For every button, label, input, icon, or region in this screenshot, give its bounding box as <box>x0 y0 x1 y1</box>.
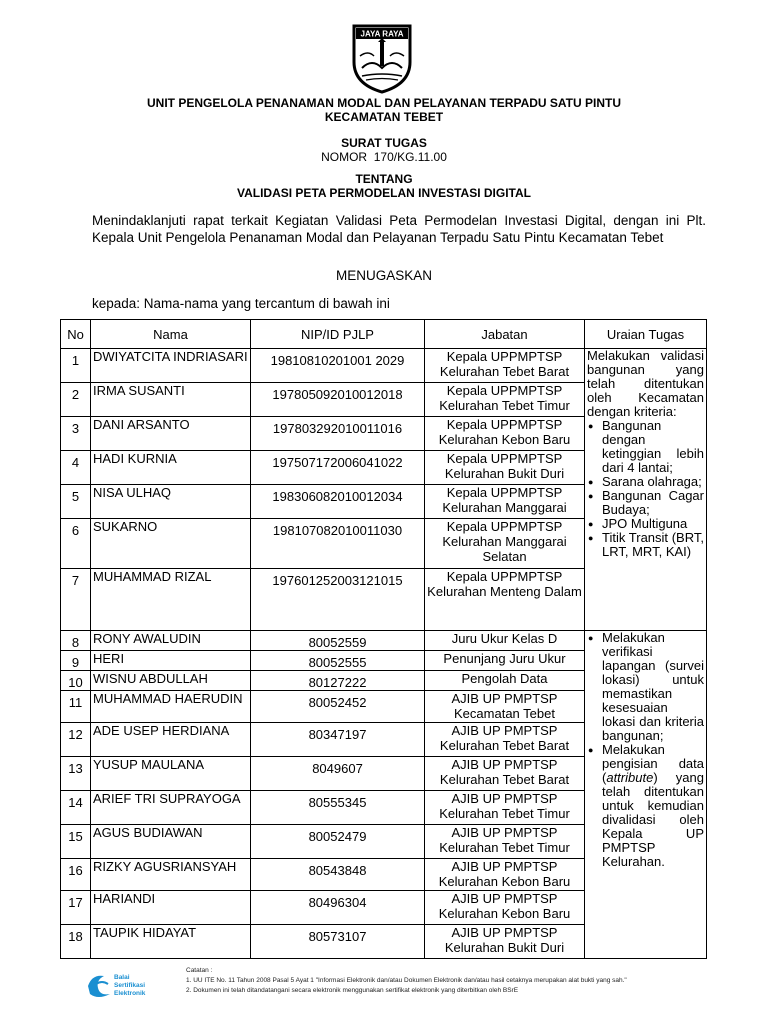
header-no: No <box>61 320 91 349</box>
row-no: 16 <box>61 859 91 891</box>
jakarta-seal-logo <box>348 22 416 94</box>
row-nip: 80573107 <box>251 925 425 959</box>
menugaskan-heading: MENUGASKAN <box>335 268 433 283</box>
row-nama: SUKARNO <box>91 519 251 569</box>
row-jabatan: Kepala UPPMPTSP Kelurahan Tebet Barat <box>425 349 585 383</box>
header-uraian: Uraian Tugas <box>585 320 707 349</box>
row-jabatan: Kepala UPPMPTSP Kelurahan Kebon Baru <box>425 417 585 451</box>
row-nip: 80052559 <box>251 631 425 651</box>
row-jabatan: Pengolah Data <box>425 671 585 691</box>
list-item: ● Melakukan verifikasi lapangan (survei lokasi) untuk memastikan kesesuaian lokasi dan kriteria bangunan; <box>587 631 704 743</box>
letter-number: NOMOR 170/KG.11.00 <box>321 150 447 164</box>
row-nama: NISA ULHAQ <box>91 485 251 519</box>
bsre-logo <box>86 970 186 1000</box>
row-no: 13 <box>61 757 91 791</box>
row-jabatan: Kepala UPPMPTSP Kelurahan Menteng Dalam <box>425 569 585 631</box>
row-no: 4 <box>61 451 91 485</box>
uraian-task-list <box>587 631 704 869</box>
row-nama: HADI KURNIA <box>91 451 251 485</box>
uraian-text: ) yang telah ditentukan untuk kemudian divalidasi oleh Kepala UP PMPTSP Kelurahan. <box>602 770 704 869</box>
row-nama: YUSUP MAULANA <box>91 757 251 791</box>
row-nip: 19810810201001 2029 <box>251 349 425 383</box>
header-jabatan: Jabatan <box>425 320 585 349</box>
row-nip: 80543848 <box>251 859 425 891</box>
uraian-intro: Melakukan validasi bangunan yang telah ditentukan oleh Kecamatan dengan kriteria: <box>587 348 704 419</box>
row-nip: 197805092010012018 <box>251 383 425 417</box>
row-no: 7 <box>61 569 91 631</box>
row-nip: 8049607 <box>251 757 425 791</box>
row-jabatan: AJIB UP PMPTSP Kelurahan Tebet Timur <box>425 825 585 859</box>
row-nip: 197601252003121015 <box>251 569 425 631</box>
row-nip: 198107082010011030 <box>251 519 425 569</box>
row-nama: DANI ARSANTO <box>91 417 251 451</box>
row-no: 14 <box>61 791 91 825</box>
bsre-logo-line2: Sertifikasi <box>114 982 146 989</box>
assignment-table <box>60 319 707 959</box>
intro-paragraph: Menindaklanjuti rapat terkait Kegiatan Validasi Peta Permodelan Investasi Digital, dengan ini Plt. Kepala Unit Pengelola Penanaman Modal dan Pelayanan Terpadu Satu Pintu Kecamatan Tebet <box>92 213 706 245</box>
row-jabatan: AJIB UP PMPTSP Kelurahan Kebon Baru <box>425 859 585 891</box>
row-jabatan: AJIB UP PMPTSP Kelurahan Tebet Barat <box>425 723 585 757</box>
row-nama: HERI <box>91 651 251 671</box>
row-no: 11 <box>61 691 91 723</box>
row-no: 3 <box>61 417 91 451</box>
table-header-row <box>61 320 707 349</box>
row-no: 12 <box>61 723 91 757</box>
row-jabatan: AJIB UP PMPTSP Kecamatan Tebet <box>425 691 585 723</box>
row-nip: 198306082010012034 <box>251 485 425 519</box>
row-nip: 80052452 <box>251 691 425 723</box>
row-nip: 197507172006041022 <box>251 451 425 485</box>
row-no: 15 <box>61 825 91 859</box>
row-nama: TAUPIK HIDAYAT <box>91 925 251 959</box>
row-nip: 197803292010011016 <box>251 417 425 451</box>
table-row <box>61 631 707 651</box>
footer-notes <box>186 966 746 996</box>
row-jabatan: Kepala UPPMPTSP Kelurahan Manggarai Selatan <box>425 519 585 569</box>
row-no: 1 <box>61 349 91 383</box>
row-jabatan: Penunjang Juru Ukur <box>425 651 585 671</box>
row-no: 18 <box>61 925 91 959</box>
row-no: 6 <box>61 519 91 569</box>
row-jabatan: Juru Ukur Kelas D <box>425 631 585 651</box>
row-nip: 80347197 <box>251 723 425 757</box>
row-nip: 80496304 <box>251 891 425 925</box>
row-nama: IRMA SUSANTI <box>91 383 251 417</box>
row-nip: 80052555 <box>251 651 425 671</box>
list-item: ● Bangunan dengan ketinggian lebih dari 4 lantai; <box>587 419 704 475</box>
row-nama: ARIEF TRI SUPRAYOGA <box>91 791 251 825</box>
row-no: 17 <box>61 891 91 925</box>
bsre-logo-line3: Elektronik <box>114 990 146 997</box>
row-nama: WISNU ABDULLAH <box>91 671 251 691</box>
row-nama: RIZKY AGUSRIANSYAH <box>91 859 251 891</box>
table-row <box>61 349 707 383</box>
uraian-criteria-list <box>587 419 704 559</box>
list-item: ● Sarana olahraga; <box>587 475 704 489</box>
header-nama: Nama <box>91 320 251 349</box>
kepada-line: kepada: Nama-nama yang tercantum di bawah ini <box>92 296 390 311</box>
about-label: TENTANG <box>355 172 413 186</box>
footer-catatan: Catatan : <box>186 967 213 974</box>
row-jabatan: Kepala UPPMPTSP Kelurahan Tebet Timur <box>425 383 585 417</box>
list-item: ● JPO Multiguna <box>587 517 704 531</box>
row-nama: MUHAMMAD RIZAL <box>91 569 251 631</box>
row-nama: DWIYATCITA INDRIASARI <box>91 349 251 383</box>
header-nip: NIP/ID PJLP <box>251 320 425 349</box>
uraian-tugas-group-2 <box>585 631 707 959</box>
letter-title: SURAT TUGAS <box>341 136 427 150</box>
uraian-tugas-group-1 <box>585 349 707 631</box>
row-nama: RONY AWALUDIN <box>91 631 251 651</box>
row-jabatan: AJIB UP PMPTSP Kelurahan Kebon Baru <box>425 891 585 925</box>
list-item <box>587 743 704 869</box>
bsre-logo-line1: Balai <box>114 974 130 981</box>
row-no: 8 <box>61 631 91 651</box>
row-nama: ADE USEP HERDIANA <box>91 723 251 757</box>
footer-note-1: 1. UU ITE No. 11 Tahun 2008 Pasal 5 Ayat 1 "Informasi Elektronik dan/atau Dokumen Elektronik dan/atau hasil cetaknya merupakan alat bukti yang sah." <box>186 977 627 984</box>
row-jabatan: AJIB UP PMPTSP Kelurahan Tebet Barat <box>425 757 585 791</box>
row-no: 9 <box>61 651 91 671</box>
row-jabatan: AJIB UP PMPTSP Kelurahan Bukit Duri <box>425 925 585 959</box>
row-jabatan: Kepala UPPMPTSP Kelurahan Manggarai <box>425 485 585 519</box>
row-jabatan: AJIB UP PMPTSP Kelurahan Tebet Timur <box>425 791 585 825</box>
row-no: 2 <box>61 383 91 417</box>
footer-note-2: 2. Dokumen ini telah ditandatangani secara elektronik menggunakan sertifikat elektronik yang diterbitkan oleh BSrE <box>186 987 519 994</box>
row-no: 10 <box>61 671 91 691</box>
row-nip: 80127222 <box>251 671 425 691</box>
uraian-text: Melakukan pengisian data ( <box>602 742 704 785</box>
uraian-emphasis: attribute <box>606 770 654 785</box>
list-item: ● Bangunan Cagar Budaya; <box>587 489 704 517</box>
org-name-line1: UNIT PENGELOLA PENANAMAN MODAL DAN PELAYANAN TERPADU SATU PINTU <box>146 96 622 110</box>
row-nama: MUHAMMAD HAERUDIN <box>91 691 251 723</box>
seal-text: JAYA RAYA <box>360 29 404 39</box>
row-nip: 80052479 <box>251 825 425 859</box>
row-nama: HARIANDI <box>91 891 251 925</box>
list-item: ● Titik Transit (BRT, LRT, MRT, KAI) <box>587 531 704 559</box>
row-no: 5 <box>61 485 91 519</box>
row-nama: AGUS BUDIAWAN <box>91 825 251 859</box>
about-title: VALIDASI PETA PERMODELAN INVESTASI DIGITAL <box>236 186 531 200</box>
row-jabatan: Kepala UPPMPTSP Kelurahan Bukit Duri <box>425 451 585 485</box>
org-name-line2: KECAMATAN TEBET <box>324 110 444 124</box>
row-nip: 80555345 <box>251 791 425 825</box>
